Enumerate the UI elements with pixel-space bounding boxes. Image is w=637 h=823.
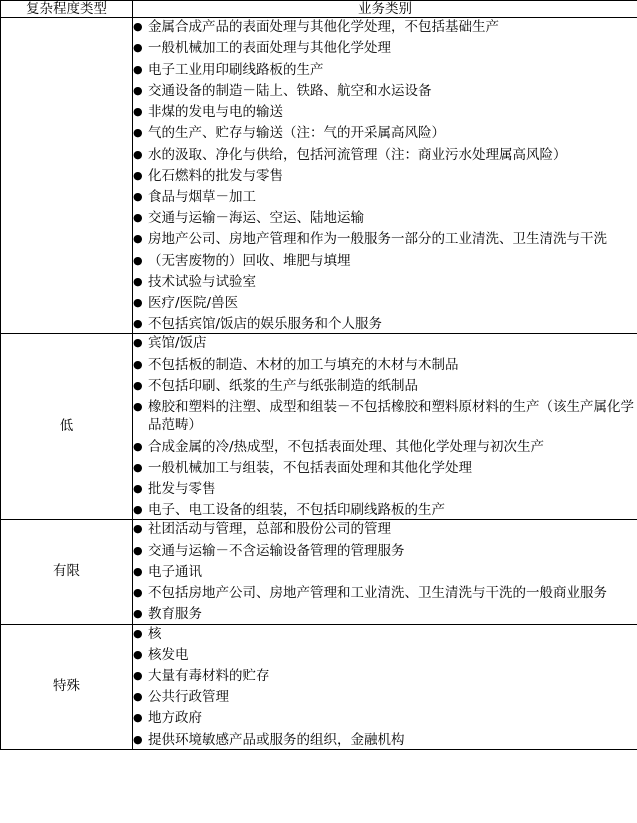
list-item-label: 不包括房地产公司、房地产管理和工业清洗、卫生清洗与干洗的一般商业服务 xyxy=(148,585,607,602)
list-item-label: 合成金属的冷/热成型，不包括表面处理、其他化学处理与初次生产 xyxy=(148,438,545,455)
list-item-label: 公共行政管理 xyxy=(148,689,229,706)
list-item-label: 核发电 xyxy=(148,646,189,663)
list-item xyxy=(133,61,637,79)
list-item xyxy=(133,39,637,57)
list-item-label: 交通与运输－不含运输设备管理的管理服务 xyxy=(148,542,405,559)
list-item xyxy=(133,584,637,602)
bullet-icon: ● xyxy=(133,105,143,119)
list-item xyxy=(133,273,637,291)
list-item-label: 橡胶和塑料的注塑、成型和组装－不包括橡胶和塑料原材料的生产（该生产属化学品范畴） xyxy=(148,399,634,434)
business-list xyxy=(133,625,637,749)
bullet-icon: ● xyxy=(133,439,143,453)
list-item-label: 一般机械加工的表面处理与其他化学处理 xyxy=(148,40,391,57)
business-cell xyxy=(133,18,637,334)
list-item xyxy=(133,438,637,456)
list-item-label: 金属合成产品的表面处理与其他化学处理，不包括基础生产 xyxy=(148,19,499,36)
bullet-icon: ● xyxy=(133,232,143,246)
list-item xyxy=(133,334,637,352)
list-item xyxy=(133,688,637,706)
table-body xyxy=(1,18,637,750)
list-item xyxy=(133,542,637,560)
list-item-label: 医疗/医院/兽医 xyxy=(148,295,239,312)
list-item xyxy=(133,146,637,164)
business-cell xyxy=(133,520,637,624)
list-item xyxy=(133,709,637,727)
bullet-icon: ● xyxy=(133,668,143,682)
bullet-icon: ● xyxy=(133,62,143,76)
bullet-icon: ● xyxy=(133,626,143,640)
list-item-label: 核 xyxy=(148,625,162,642)
list-item xyxy=(133,480,637,498)
list-item xyxy=(133,646,637,664)
list-item-label: 电子工业用印刷线路板的生产 xyxy=(148,61,324,78)
list-item xyxy=(133,731,637,749)
column-header-business: 业务类别 xyxy=(133,1,637,18)
bullet-icon: ● xyxy=(133,522,143,536)
list-item xyxy=(133,230,637,248)
list-item xyxy=(133,605,637,623)
list-item-label: 电子、电工设备的组装，不包括印刷线路板的生产 xyxy=(148,502,445,519)
table-row xyxy=(1,18,637,334)
list-item xyxy=(133,667,637,685)
bullet-icon: ● xyxy=(133,296,143,310)
list-item-label: 宾馆/饭店 xyxy=(148,335,207,352)
business-cell xyxy=(133,624,637,749)
list-item-label: 非煤的发电与电的输送 xyxy=(148,104,283,121)
list-item-label: 食品与烟草－加工 xyxy=(148,188,256,205)
bullet-icon: ● xyxy=(133,253,143,267)
bullet-icon: ● xyxy=(133,274,143,288)
list-item-label: 不包括板的制造、木材的加工与填充的木材与木制品 xyxy=(148,356,459,373)
column-header-category: 复杂程度类型 xyxy=(1,1,133,18)
list-item xyxy=(133,188,637,206)
list-item-label: 大量有毒材料的贮存 xyxy=(148,667,270,684)
list-item-label: 社团活动与管理，总部和股份公司的管理 xyxy=(148,521,391,538)
list-item xyxy=(133,459,637,477)
bullet-icon: ● xyxy=(133,20,143,34)
table-header-row xyxy=(1,1,637,18)
bullet-icon: ● xyxy=(133,41,143,55)
category-cell: 低 xyxy=(1,334,133,520)
list-item xyxy=(133,167,637,185)
list-item-label: 气的生产、贮存与输送（注：气的开采属高风险） xyxy=(148,125,445,142)
list-item xyxy=(133,398,637,434)
table-row xyxy=(1,334,637,520)
business-list xyxy=(133,334,637,519)
list-item-label: 批发与零售 xyxy=(148,481,216,497)
list-item-label: （无害废物的）回收、堆肥与填埋 xyxy=(148,252,351,269)
bullet-icon: ● xyxy=(133,211,143,225)
bullet-icon: ● xyxy=(133,586,143,600)
business-cell xyxy=(133,334,637,520)
list-item xyxy=(133,377,637,395)
bullet-icon: ● xyxy=(133,126,143,140)
list-item xyxy=(133,252,637,270)
bullet-icon: ● xyxy=(133,460,143,474)
bullet-icon: ● xyxy=(133,482,143,495)
business-list xyxy=(133,520,637,623)
list-item xyxy=(133,625,637,643)
bullet-icon: ● xyxy=(133,168,143,182)
list-item xyxy=(133,18,637,36)
list-item-label: 提供环境敏感产品或服务的组织，金融机构 xyxy=(148,731,405,748)
bullet-icon: ● xyxy=(133,317,143,331)
bullet-icon: ● xyxy=(133,400,143,414)
list-item-label: 不包括宾馆/饭店的娱乐服务和个人服务 xyxy=(148,316,383,333)
list-item-label: 技术试验与试验室 xyxy=(148,273,256,290)
list-item xyxy=(133,356,637,374)
bullet-icon: ● xyxy=(133,607,143,621)
business-list xyxy=(133,18,637,333)
list-item-label: 交通设备的制造－陆上、铁路、航空和水运设备 xyxy=(148,82,432,99)
list-item xyxy=(133,82,637,100)
list-item-label: 水的汲取、净化与供给，包括河流管理（注：商业污水处理属高风险） xyxy=(148,146,567,163)
list-item xyxy=(133,124,637,142)
table-row xyxy=(1,624,637,749)
list-item-label: 不包括印刷、纸浆的生产与纸张制造的纸制品 xyxy=(148,377,418,394)
bullet-icon: ● xyxy=(133,503,143,517)
bullet-icon: ● xyxy=(133,357,143,371)
list-item xyxy=(133,294,637,312)
category-cell: 有限 xyxy=(1,520,133,624)
bullet-icon: ● xyxy=(133,647,143,661)
bullet-icon: ● xyxy=(133,336,143,350)
bullet-icon: ● xyxy=(133,711,143,725)
list-item-label: 教育服务 xyxy=(148,606,202,623)
bullet-icon: ● xyxy=(133,378,143,392)
list-item-label: 电子通讯 xyxy=(148,563,202,580)
bullet-icon: ● xyxy=(133,147,143,161)
table-row xyxy=(1,520,637,624)
list-item-label: 房地产公司、房地产管理和作为一般服务一部分的工业清洗、卫生清洗与干洗 xyxy=(148,231,607,248)
category-cell xyxy=(1,18,133,334)
bullet-icon: ● xyxy=(133,189,143,203)
category-cell: 特殊 xyxy=(1,624,133,749)
bullet-icon: ● xyxy=(133,543,143,557)
list-item xyxy=(133,315,637,333)
list-item xyxy=(133,520,637,538)
list-item xyxy=(133,501,637,519)
bullet-icon: ● xyxy=(133,690,143,704)
bullet-icon: ● xyxy=(133,83,143,97)
list-item-label: 一般机械加工与组装，不包括表面处理和其他化学处理 xyxy=(148,459,472,476)
list-item xyxy=(133,563,637,581)
list-item-label: 地方政府 xyxy=(148,710,202,727)
bullet-icon: ● xyxy=(133,564,143,578)
table-header xyxy=(1,1,637,18)
bullet-icon: ● xyxy=(133,732,143,746)
list-item xyxy=(133,209,637,227)
list-item xyxy=(133,103,637,121)
list-item-label: 交通与运输－海运、空运、陆地运输 xyxy=(148,210,364,227)
list-item-label: 化石燃料的批发与零售 xyxy=(148,167,283,184)
